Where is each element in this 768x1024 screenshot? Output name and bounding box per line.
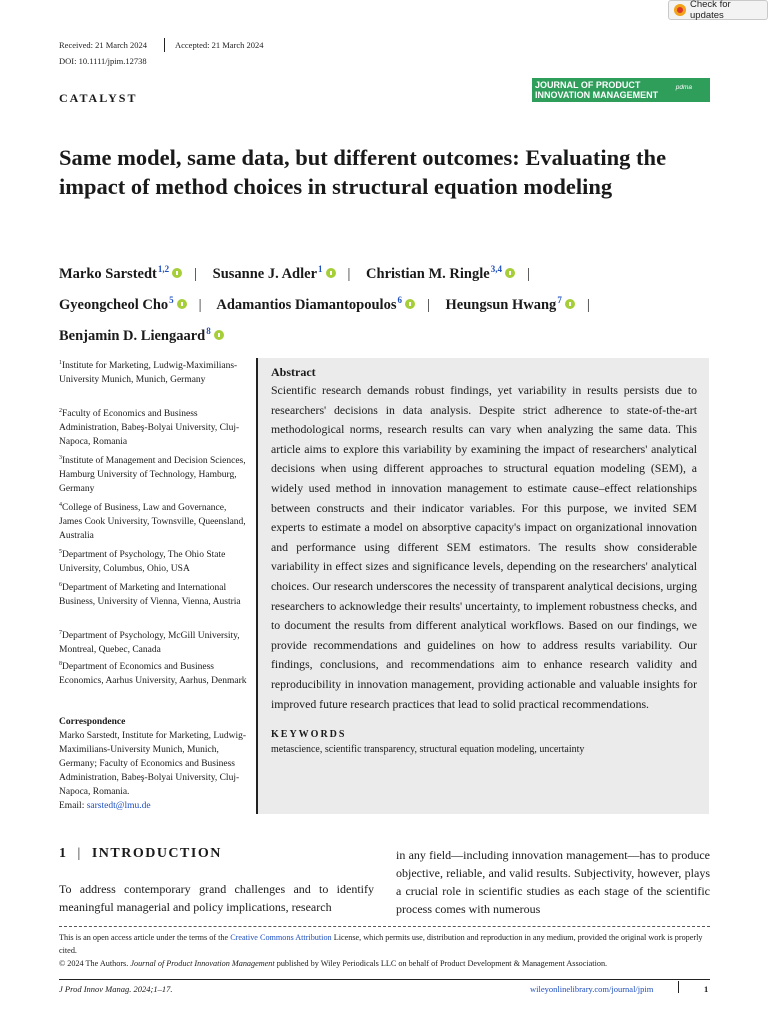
footnote-divider [59, 926, 710, 927]
affiliation-text: College of Business, Law and Governance, James Cook University, Townsville, Queensland, Australia [59, 503, 246, 541]
check-for-updates-label: Check for updates [690, 0, 731, 21]
author-list [59, 256, 719, 349]
orcid-icon[interactable] [326, 268, 336, 278]
author-affiliation-ref[interactable]: 7 [557, 295, 562, 305]
section-label: CATALYST [59, 91, 138, 105]
affiliation [59, 498, 249, 543]
pdma-mark: pdma [675, 84, 692, 91]
footer-divider [59, 979, 710, 980]
citation: J Prod Innov Manag. 2024;1–17. [59, 984, 173, 994]
section-bar: | [77, 846, 82, 861]
license-link[interactable]: Creative Commons Attribution [230, 933, 332, 942]
correspondence-text: Marko Sarstedt, Institute for Marketing, Ludwig-Maximilians-University Munich, Munich, Germany; Faculty of Economics and Business Administration, Babeş-Bolyai University, Cluj-Napoca, Romania. [59, 731, 247, 797]
body-text-column-2: in any field—including innovation management—has to produce objective, reliable, and valid results. Subjectivity, however, plays a crucial role in scientific studies as each stage of the scientific process comes with numerous [396, 848, 710, 916]
affiliation-number: 6 [59, 582, 62, 588]
email-link[interactable]: sarstedt@lmu.de [86, 801, 151, 811]
author-affiliation-ref[interactable]: 6 [397, 295, 402, 305]
author-name[interactable]: Marko Sarstedt [59, 266, 157, 282]
author-affiliation-ref[interactable]: 5 [169, 295, 174, 305]
author-affiliation-ref[interactable]: 3,4 [490, 264, 502, 274]
journal-logo-line1: JOURNAL OF PRODUCT [535, 80, 641, 90]
abstract-panel [256, 358, 709, 814]
author-name[interactable]: Adamantios Diamantopoulos [216, 297, 397, 313]
affiliation-text: Department of Economics and Business Economics, Aarhus University, Aarhus, Denmark [59, 662, 247, 686]
orcid-icon[interactable] [505, 268, 515, 278]
abstract-heading: Abstract [271, 365, 316, 379]
affiliation-number: 2 [59, 408, 62, 414]
journal-url-link[interactable]: wileyonlinelibrary.com/journal/jpim [530, 984, 654, 994]
accepted-date: Accepted: 21 March 2024 [175, 40, 264, 50]
orcid-icon[interactable] [214, 330, 224, 340]
section-heading [59, 846, 222, 862]
footer-divider-vertical [678, 981, 679, 993]
orcid-icon[interactable] [405, 299, 415, 309]
license-note [59, 931, 710, 970]
copyright-text: published by Wiley Periodicals LLC on behalf of Product Development & Management Association. [274, 959, 608, 968]
affiliation [59, 404, 249, 449]
affiliation-number: 7 [59, 630, 62, 636]
copyright-text: © 2024 The Authors. [59, 959, 131, 968]
affiliation-text: Department of Marketing and International Business, University of Vienna, Vienna, Austria [59, 583, 241, 607]
doi: DOI: 10.1111/jpim.12738 [59, 56, 147, 66]
license-text: This is an open access article under the terms of the [59, 933, 231, 942]
author-name[interactable]: Benjamin D. Liengaard [59, 328, 206, 344]
author-affiliation-ref[interactable]: 8 [206, 326, 211, 336]
orcid-icon[interactable] [565, 299, 575, 309]
journal-logo [532, 78, 710, 102]
meta-divider [164, 38, 165, 52]
keywords-text: metascience, scientific transparency, structural equation modeling, uncertainty [271, 744, 585, 756]
affiliation-text: Department of Psychology, The Ohio State University, Columbus, Ohio, USA [59, 550, 226, 574]
author-separator: | [198, 297, 202, 313]
page-number: 1 [704, 984, 709, 994]
keywords-heading: KEYWORDS [271, 729, 347, 741]
affiliation [59, 578, 249, 609]
affiliation-number: 4 [59, 502, 62, 508]
affiliation [59, 545, 249, 576]
abstract-text: Scientific research demands robust findings, yet variability in results persists due to researchers' decisions in data analysis. Despite strict adherence to state-of-the-art methodological norms, research results can vary when analyzing the same data. This article aims to explore this variability by examining the impact of researchers' analytical decisions when using different approaches to structural equation modeling (SEM), a widely used method in innovation management to estimate cause–effect relationships between constructs and their indicator variables. For this purpose, we invited SEM experts to estimate a model on absorptive capacity's impact on organizational innovation and performance using different SEM estimators. The results show considerable variability in effect sizes and significance levels, depending on the researchers' analytical choices. Our research underscores the necessity of transparent analytical decisions, urging researchers to acknowledge their results' uncertainty, to implement robustness checks, and to document the results from different analytical workflows. Based on our findings, we provide recommendations and guidelines on how to address results variability. Our findings, conclusions, and recommendations aim to enhance research validity and reproducibility in innovation management, providing actionable and valuable insights for improved future research practices that lead to solid practical recommendations. [271, 383, 697, 711]
author-name[interactable]: Susanne J. Adler [212, 266, 318, 282]
article-title: Same model, same data, but different outcomes: Evaluating the impact of method choices in structural equation modeling [59, 145, 667, 199]
affiliation-number: 8 [59, 661, 62, 667]
affiliation [59, 356, 249, 387]
affiliation [59, 451, 249, 496]
received-date: Received: 21 March 2024 [59, 40, 148, 50]
journal-name: Journal of Product Innovation Management [130, 959, 275, 968]
author-name[interactable]: Heungsun Hwang [445, 297, 557, 313]
check-for-updates-button[interactable] [668, 0, 768, 20]
orcid-icon[interactable] [177, 299, 187, 309]
affiliation-text: Faculty of Economics and Business Administration, Babeş-Bolyai University, Cluj-Napoca, Romania [59, 409, 240, 447]
affiliation-text: Institute of Management and Decision Sciences, Hamburg University of Technology, Hamburg, Germany [59, 456, 246, 494]
affiliation-text: Institute for Marketing, Ludwig-Maximilians-University Munich, Munich, Germany [59, 361, 238, 385]
author-name[interactable]: Gyeongcheol Cho [59, 297, 169, 313]
body-text-column-1: To address contemporary grand challenges and to identify meaningful managerial and policy implications, research [59, 882, 374, 914]
author-affiliation-ref[interactable]: 1 [318, 264, 323, 274]
author-affiliation-ref[interactable]: 1,2 [157, 264, 170, 274]
author-separator: | [526, 266, 530, 282]
affiliation [59, 626, 249, 657]
affiliation-number: 3 [59, 455, 62, 461]
orcid-icon[interactable] [172, 268, 182, 278]
correspondence [59, 715, 249, 813]
author-separator: | [426, 297, 430, 313]
author-separator: | [194, 266, 198, 282]
affiliation-number: 1 [59, 360, 62, 366]
section-number: 1 [59, 846, 68, 861]
author-name[interactable]: Christian M. Ringle [366, 266, 490, 282]
journal-logo-line2: INNOVATION MANAGEMENT [535, 90, 659, 100]
crossmark-icon [674, 4, 686, 16]
affiliation-number: 5 [59, 549, 62, 555]
affiliation [59, 657, 249, 688]
section-title: INTRODUCTION [91, 846, 222, 861]
affiliation-text: Department of Psychology, McGill University, Montreal, Quebec, Canada [59, 631, 240, 655]
license-text: License, which permits use, distribution and reproduction in any medium, provided the original work is properly cited. [59, 933, 703, 955]
correspondence-heading: Correspondence [59, 717, 126, 727]
email-label: Email: [59, 801, 85, 811]
author-separator: | [347, 266, 351, 282]
author-separator: | [586, 297, 590, 313]
